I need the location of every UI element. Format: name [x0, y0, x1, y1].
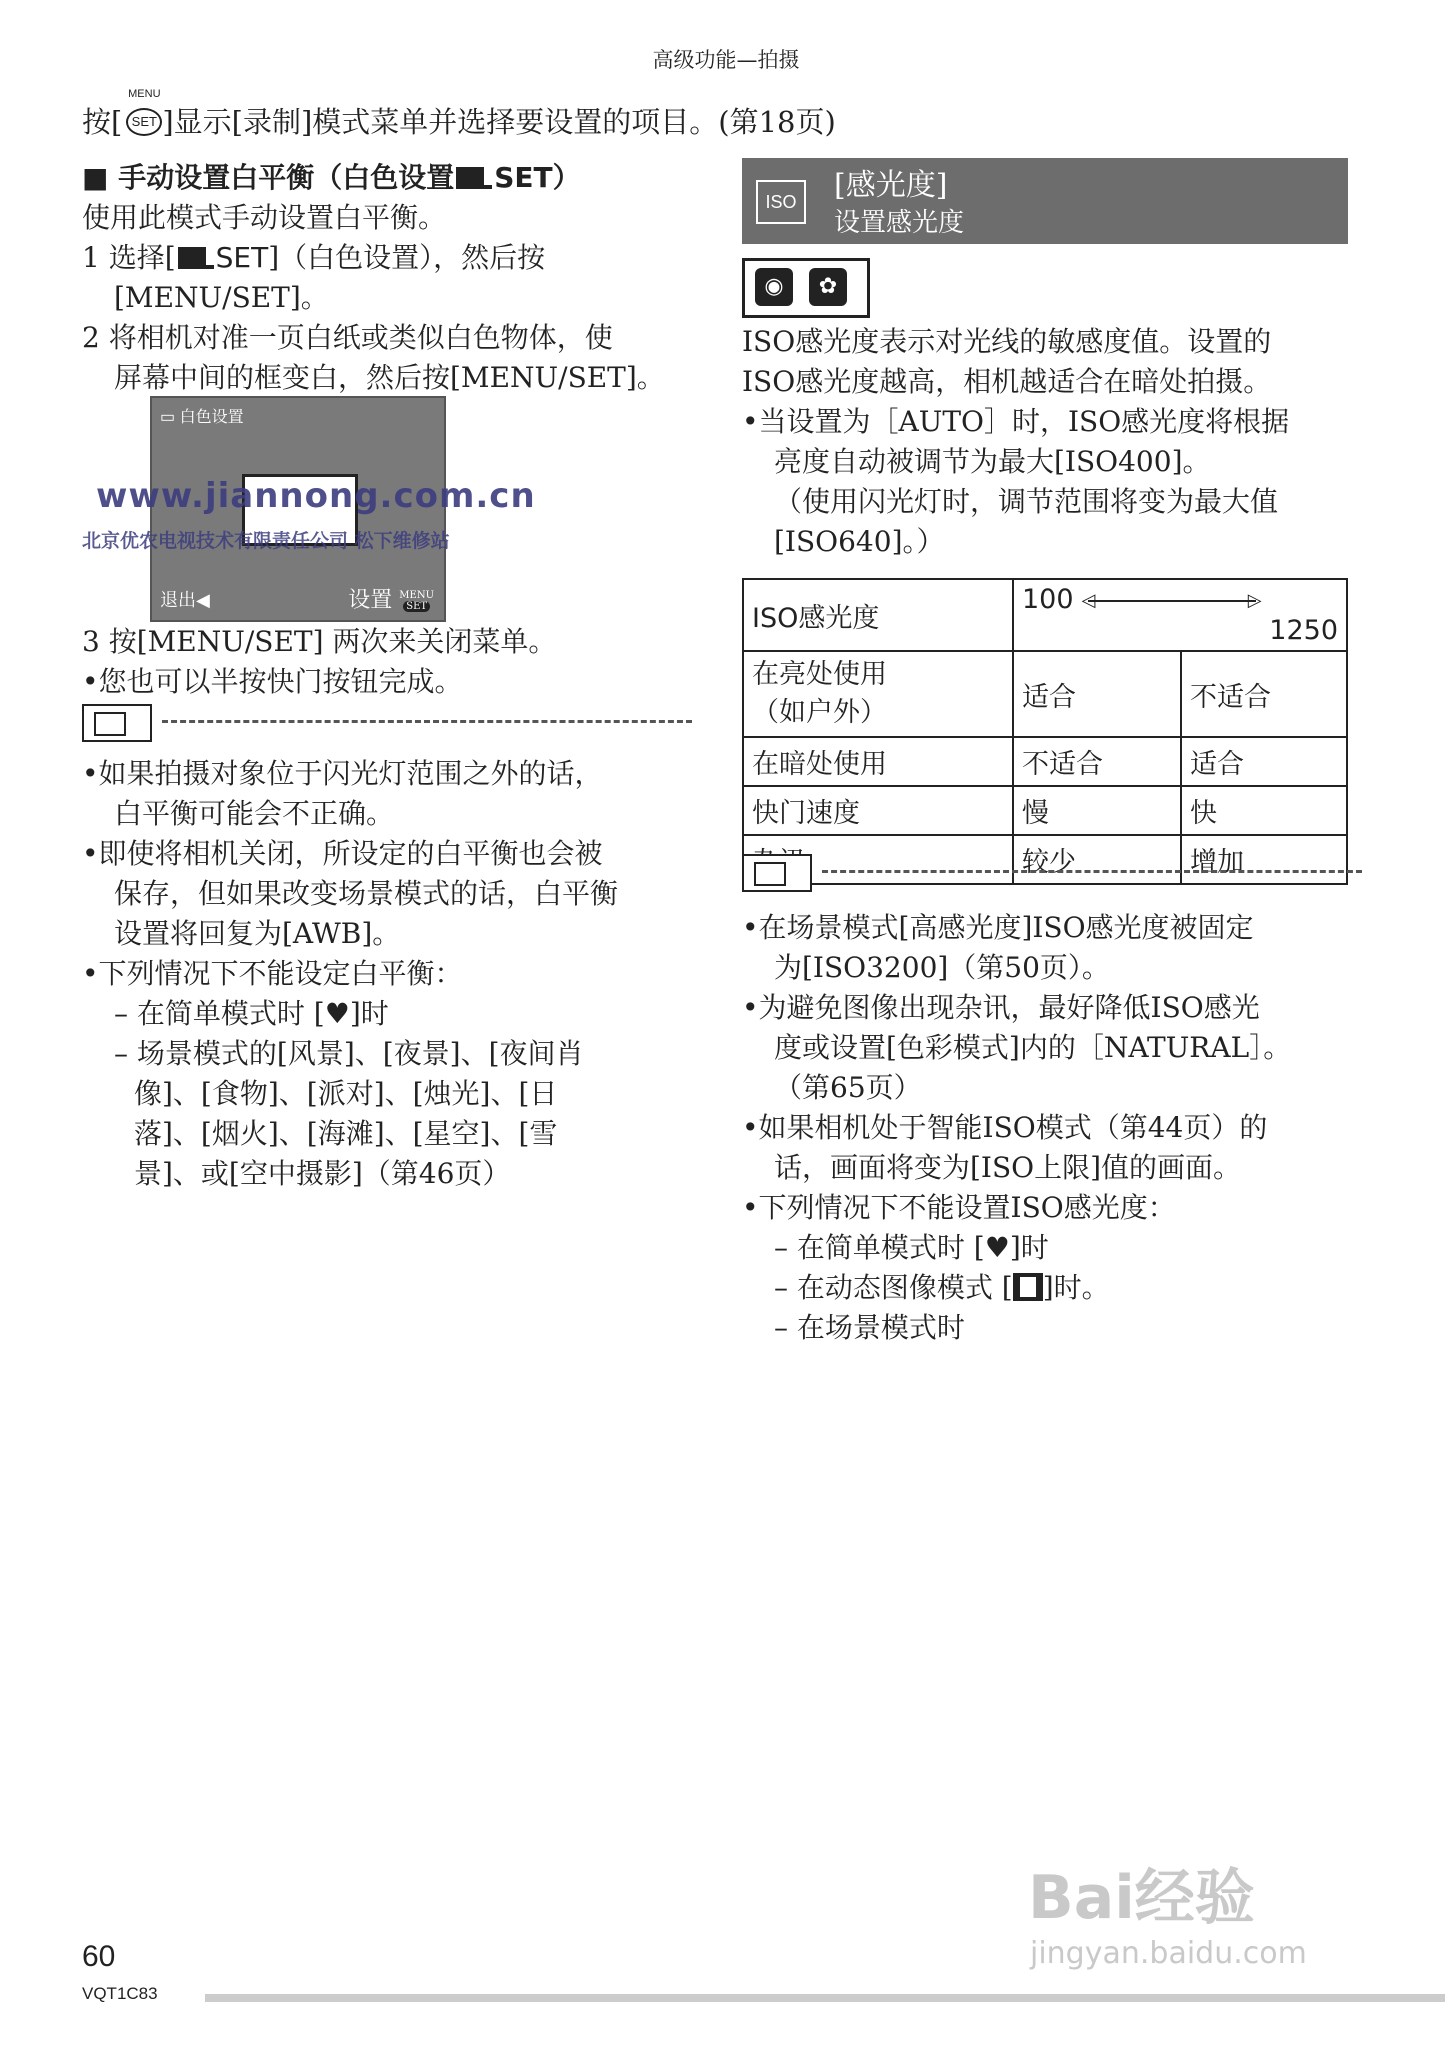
table-header-row	[743, 579, 1347, 651]
right-cond-1-pre: – 在简单模式时 [	[774, 1231, 985, 1264]
left-cond-1-pre: – 在简单模式时 [	[114, 997, 325, 1030]
row-low: 不适合	[1013, 737, 1181, 786]
right-note-2: •为避免图像出现杂讯，最好降低ISO感光	[742, 991, 1260, 1024]
set-label: SET	[126, 108, 162, 136]
wb-heading-close: ）	[552, 161, 581, 194]
page-header: 高级功能—拍摄	[652, 48, 800, 72]
left-cond-2-c: 落]、[烟火]、[海滩]、[星空]、[雪	[134, 1117, 558, 1150]
right-note-1: 为[ISO3200]（第50页）。	[774, 951, 1110, 984]
step-1-post: ]（白色设置），然后按	[268, 241, 546, 274]
row-high: 增加	[1181, 835, 1347, 884]
right-note-7: •下列情况下不能设置ISO感光度：	[742, 1191, 1176, 1224]
right-note-3: 度或设置[色彩模式]内的［NATURAL］。	[774, 1031, 1292, 1064]
row-high: 不适合	[1181, 651, 1347, 737]
note-divider	[82, 704, 692, 744]
lcd-set-label: SET	[403, 601, 430, 612]
table-row	[743, 737, 1347, 786]
step-1-set: SET	[215, 241, 269, 274]
baidu-logo: Bai经验	[1028, 1863, 1255, 1933]
left-note-2: •即使将相机关闭，所设定的白平衡也会被	[82, 837, 603, 870]
left-cond-2-a: – 场景模式的[风景]、[夜景]、[夜间肖	[114, 1037, 584, 1070]
left-column-lower	[82, 622, 692, 1194]
wb-desc: 使用此模式手动设置白平衡。	[82, 201, 447, 234]
right-note-0: •在场景模式[高感光度]ISO感光度被固定	[742, 911, 1254, 944]
iso-icon: ISO	[756, 180, 806, 224]
wb-heading	[82, 158, 692, 198]
step-1-pre: 1 选择[	[82, 241, 176, 274]
iso-intro-5: [ISO640]。）	[774, 525, 945, 558]
footer-bar	[205, 1994, 1445, 2002]
lcd-exit: 退出◀	[160, 590, 210, 611]
lcd-title: ▭ 白色设置	[160, 409, 244, 426]
right-cond-1-post: ]时	[1009, 1231, 1049, 1264]
table-row	[743, 786, 1347, 835]
right-cond-2-pre: – 在动态图像模式 [	[774, 1271, 1013, 1304]
iso-section-header	[742, 158, 1348, 244]
watermark-url: www.jiannong.com.cn	[96, 476, 536, 516]
left-note-1: 白平衡可能会不正确。	[114, 797, 395, 830]
lcd-menu-label: MENU	[399, 590, 434, 601]
heart-icon: ♥	[984, 1231, 1010, 1264]
row-low: 较少	[1013, 835, 1181, 884]
intro-post: ]显示[录制]模式菜单并选择要设置的项目。(第18页)	[162, 105, 836, 139]
note-book-icon	[82, 704, 152, 742]
row-low: 适合	[1013, 651, 1181, 737]
intro-line	[82, 88, 836, 141]
row-label: 在亮处使用 （如户外）	[743, 651, 1013, 737]
left-note-4: 设置将回复为[AWB]。	[114, 917, 401, 950]
iso-intro	[742, 322, 1362, 562]
iso-intro-1: ISO感光度越高，相机越适合在暗处拍摄。	[742, 365, 1272, 398]
row-low: 慢	[1013, 786, 1181, 835]
iso-intro-3: 亮度自动被调节为最大[ISO400]。	[774, 445, 1211, 478]
step-2-a: 2 将相机对准一页白纸或类似白色物体，使	[82, 321, 613, 354]
row-high: 快	[1181, 786, 1347, 835]
row-label: 在暗处使用	[743, 737, 1013, 786]
row-label: 快门速度	[743, 786, 1013, 835]
iso-subtitle: 设置感光度	[834, 208, 965, 238]
menu-set-icon	[124, 88, 161, 136]
wb-heading-set: SET	[494, 161, 553, 194]
lcd-title-text: 白色设置	[179, 409, 244, 426]
right-note-4: （第65页）	[774, 1071, 922, 1104]
step-3-note: •您也可以半按快门按钮完成。	[82, 665, 463, 698]
right-notes	[742, 854, 1362, 1348]
note-book-icon	[742, 854, 812, 892]
wb-heading-text: ■ 手动设置白平衡（白色设置	[82, 161, 455, 194]
range-min: 100	[1022, 584, 1074, 615]
heart-icon: ♥	[324, 997, 350, 1030]
left-note-5: •下列情况下不能设定白平衡：	[82, 957, 463, 990]
step-3: 3 按[MENU/SET] 两次来关闭菜单。	[82, 625, 557, 658]
iso-title: [感光度]	[834, 168, 948, 203]
mode-icons	[742, 258, 870, 318]
row-high: 适合	[1181, 737, 1347, 786]
table-header-range	[1013, 579, 1347, 651]
right-cond-3: – 在场景模式时	[774, 1311, 965, 1344]
right-note-6: 话，画面将变为[ISO上限]值的画面。	[774, 1151, 1242, 1184]
right-cond-2	[742, 1268, 1362, 1308]
step-2-b: 屏幕中间的框变白，然后按[MENU/SET]。	[114, 361, 665, 394]
watermark-text: 北京优农电视技术有限责任公司 松下维修站	[82, 530, 450, 552]
note-divider	[742, 854, 1362, 894]
range-max: 1250	[1269, 615, 1338, 646]
baidu-url: jingyan.baidu.com	[1030, 1936, 1307, 1971]
left-cond-2-b: 像]、[食物]、[派对]、[烛光]、[日	[134, 1077, 558, 1110]
left-cond-1-post: ]时	[349, 997, 389, 1030]
range-arrow-icon: ◁ ▷	[1081, 589, 1262, 611]
lcd-set-text: 设置	[348, 588, 393, 613]
left-cond-1	[82, 994, 692, 1034]
iso-table	[742, 578, 1348, 885]
right-note-5: •如果相机处于智能ISO模式（第44页）的	[742, 1111, 1268, 1144]
macro-mode-icon: ✿	[809, 268, 847, 306]
left-cond-2-d: 景]、或[空中摄影]（第46页）	[134, 1157, 511, 1190]
normal-mode-icon: ◉	[755, 268, 793, 306]
manual-code: VQT1C83	[82, 1984, 158, 2003]
table-header-label: ISO感光度	[743, 579, 1013, 651]
left-note-3: 保存，但如果改变场景模式的话，白平衡	[114, 877, 619, 910]
left-notes	[82, 754, 692, 1194]
left-note-0: •如果拍摄对象位于闪光灯范围之外的话，	[82, 757, 603, 790]
table-row	[743, 651, 1347, 737]
left-column	[82, 158, 692, 398]
film-icon	[1013, 1273, 1043, 1301]
step-1	[82, 238, 692, 278]
iso-intro-2: •当设置为［AUTO］时，ISO感光度将根据	[742, 405, 1290, 438]
white-set-icon	[456, 167, 492, 189]
lcd-set	[348, 583, 434, 614]
menu-label: MENU	[128, 88, 161, 100]
page-number: 60	[82, 1940, 116, 1973]
right-cond-2-post: ]时。	[1042, 1271, 1110, 1304]
lcd-menu-set-icon	[399, 590, 434, 612]
iso-intro-4: （使用闪光灯时，调节范围将变为最大值	[774, 485, 1279, 518]
iso-intro-0: ISO感光度表示对光线的敏感度值。设置的	[742, 325, 1272, 358]
step-1-b: [MENU/SET]。	[114, 281, 329, 314]
intro-pre: 按[	[82, 105, 123, 139]
right-cond-1	[742, 1228, 1362, 1268]
white-set-icon	[178, 247, 214, 269]
